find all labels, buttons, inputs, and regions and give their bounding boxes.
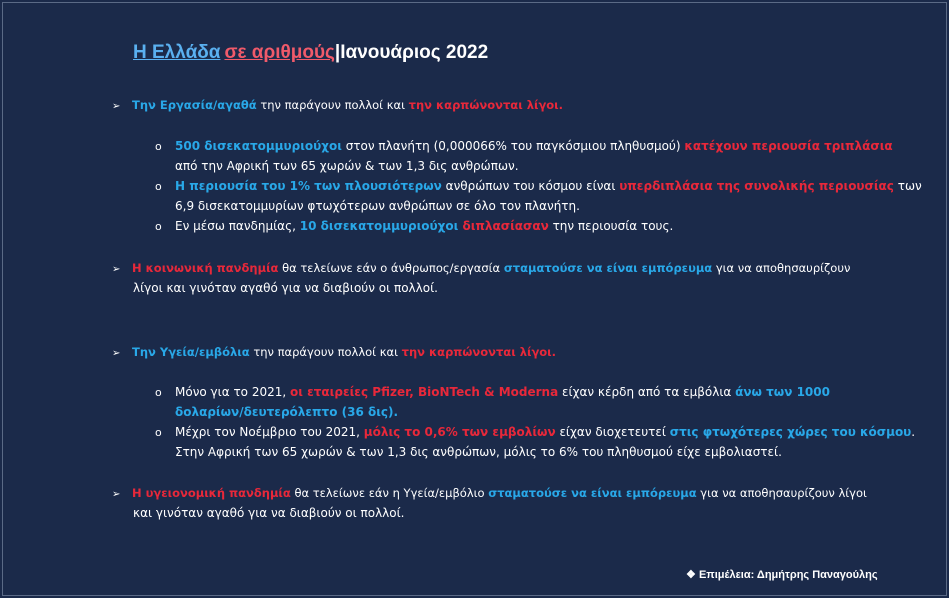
arrow-bullet-icon: ➢	[112, 101, 121, 112]
circle-bullet-icon: o	[155, 220, 162, 233]
health-heading-plain: την παράγουν πολλοί και	[249, 345, 402, 359]
work-heading	[112, 95, 563, 117]
sanitary-red: Η υγειονομική πανδημία	[132, 486, 291, 500]
social-red: Η κοινωνική πανδημία	[132, 261, 279, 275]
title-part1: Η Ελλάδα	[133, 42, 221, 63]
work-b3-plain: Εν μέσω πανδημίας,	[175, 219, 300, 233]
health-b1-red: οι εταιρείες Pfizer, BioNTech & Moderna	[290, 385, 559, 399]
sanitary-tail: για να αποθησαυρίζουν λίγοι	[696, 486, 867, 500]
health-b2-plain2: είχαν διοχετευτεί	[555, 425, 670, 439]
work-b2-red: υπερδιπλάσια της συνολικής περιουσίας	[619, 179, 894, 193]
health-bullet-2-cont: Στην Αφρική των 65 χωρών & των 1,3 δις ανθρώπων, μόλις το 6% του πληθυσμού είχε εμβολιαστεί.	[175, 445, 782, 459]
health-b2-plain: Μέχρι τον Νοέμβριο του 2021,	[175, 425, 364, 439]
sanitary-plain: θα τελείωνε εάν η Υγεία/εμβόλιο	[290, 486, 489, 500]
title-part2: σε αριθμούς	[224, 42, 335, 63]
work-heading-plain: την παράγουν πολλοί και	[256, 98, 409, 112]
arrow-bullet-icon: ➢	[112, 264, 121, 275]
health-bullet-1	[155, 382, 830, 403]
health-b1-blue: άνω των 1000	[735, 385, 830, 399]
arrow-bullet-icon: ➢	[112, 489, 121, 500]
social-pandemic-line	[112, 258, 850, 280]
title-part3: |Ιανουάριος 2022	[334, 42, 489, 63]
work-b2-tail: των	[893, 179, 922, 193]
work-b3-red: διπλασίασαν	[458, 219, 549, 233]
social-plain: θα τελείωνε εάν ο άνθρωπος/εργασία	[278, 261, 504, 275]
footer-credit	[686, 568, 878, 581]
health-b1-plain: Μόνο για το 2021,	[175, 385, 290, 399]
footer-credit-text: Επιμέλεια: Δημήτρης Παναγούλης	[698, 569, 878, 581]
health-b1-plain2: είχαν κέρδη από τα εμβόλια	[558, 385, 736, 399]
work-bullet-3	[155, 216, 673, 237]
work-bullet-1-cont: από την Αφρική των 65 χωρών & των 1,3 δις ανθρώπων.	[175, 159, 519, 173]
circle-bullet-icon: o	[155, 426, 162, 439]
health-b2-blue: στις φτωχότερες χώρες του κόσμου	[669, 425, 912, 439]
sanitary-pandemic-line	[112, 483, 867, 505]
work-b2-blue: Η περιουσία του 1% των πλουσιότερων	[175, 179, 442, 193]
health-b2-tail: .	[911, 425, 916, 439]
health-heading-blue: Την Υγεία/εμβόλια	[132, 345, 250, 359]
page-title	[133, 42, 488, 64]
health-heading	[112, 342, 556, 364]
work-b3-blue: 10 δισεκατομμυριούχοι	[299, 219, 459, 233]
work-b2-plain: ανθρώπων του κόσμου είναι	[441, 179, 620, 193]
sanitary-pandemic-cont: και γινόταν αγαθό για να διαβιούν οι πολλοί.	[133, 506, 405, 520]
work-b1-blue: 500 δισεκατομμυριούχοι	[175, 139, 342, 153]
health-b2-red: μόλις το 0,6% των εμβολίων	[363, 425, 556, 439]
work-b1-plain: στον πλανήτη (0,000066% του παγκόσμιου πληθυσμού)	[341, 139, 685, 153]
health-heading-red: την καρπώνονται λίγοι.	[401, 345, 557, 359]
diamond-bullet-icon: ❖	[686, 569, 696, 581]
social-blue: σταματούσε να είναι εμπόρευμα	[503, 261, 713, 275]
health-bullet-1-cont: δολαρίων/δευτερόλεπτο (36 δις).	[175, 405, 399, 419]
circle-bullet-icon: o	[155, 386, 162, 399]
health-bullet-2	[155, 422, 915, 443]
sanitary-blue: σταματούσε να είναι εμπόρευμα	[488, 486, 697, 500]
work-bullet-2-cont: 6,9 δισεκατομμυρίων φτωχότερων ανθρώπων σε όλο τον πλανήτη.	[175, 199, 580, 213]
circle-bullet-icon: o	[155, 140, 162, 153]
work-bullet-2	[155, 176, 922, 197]
social-pandemic-cont: λίγοι και γινόταν αγαθό για να διαβιούν οι πολλοί.	[133, 281, 438, 295]
circle-bullet-icon: o	[155, 180, 162, 193]
work-bullet-1	[155, 136, 893, 157]
work-heading-red: την καρπώνονται λίγοι.	[408, 98, 564, 112]
arrow-bullet-icon: ➢	[112, 348, 121, 359]
work-b1-red: κατέχουν περιουσία τριπλάσια	[684, 139, 893, 153]
social-tail: για να αποθησαυρίζουν	[712, 261, 851, 275]
work-heading-blue: Την Εργασία/αγαθά	[132, 98, 257, 112]
work-b3-tail: την περιουσία τους.	[548, 219, 674, 233]
